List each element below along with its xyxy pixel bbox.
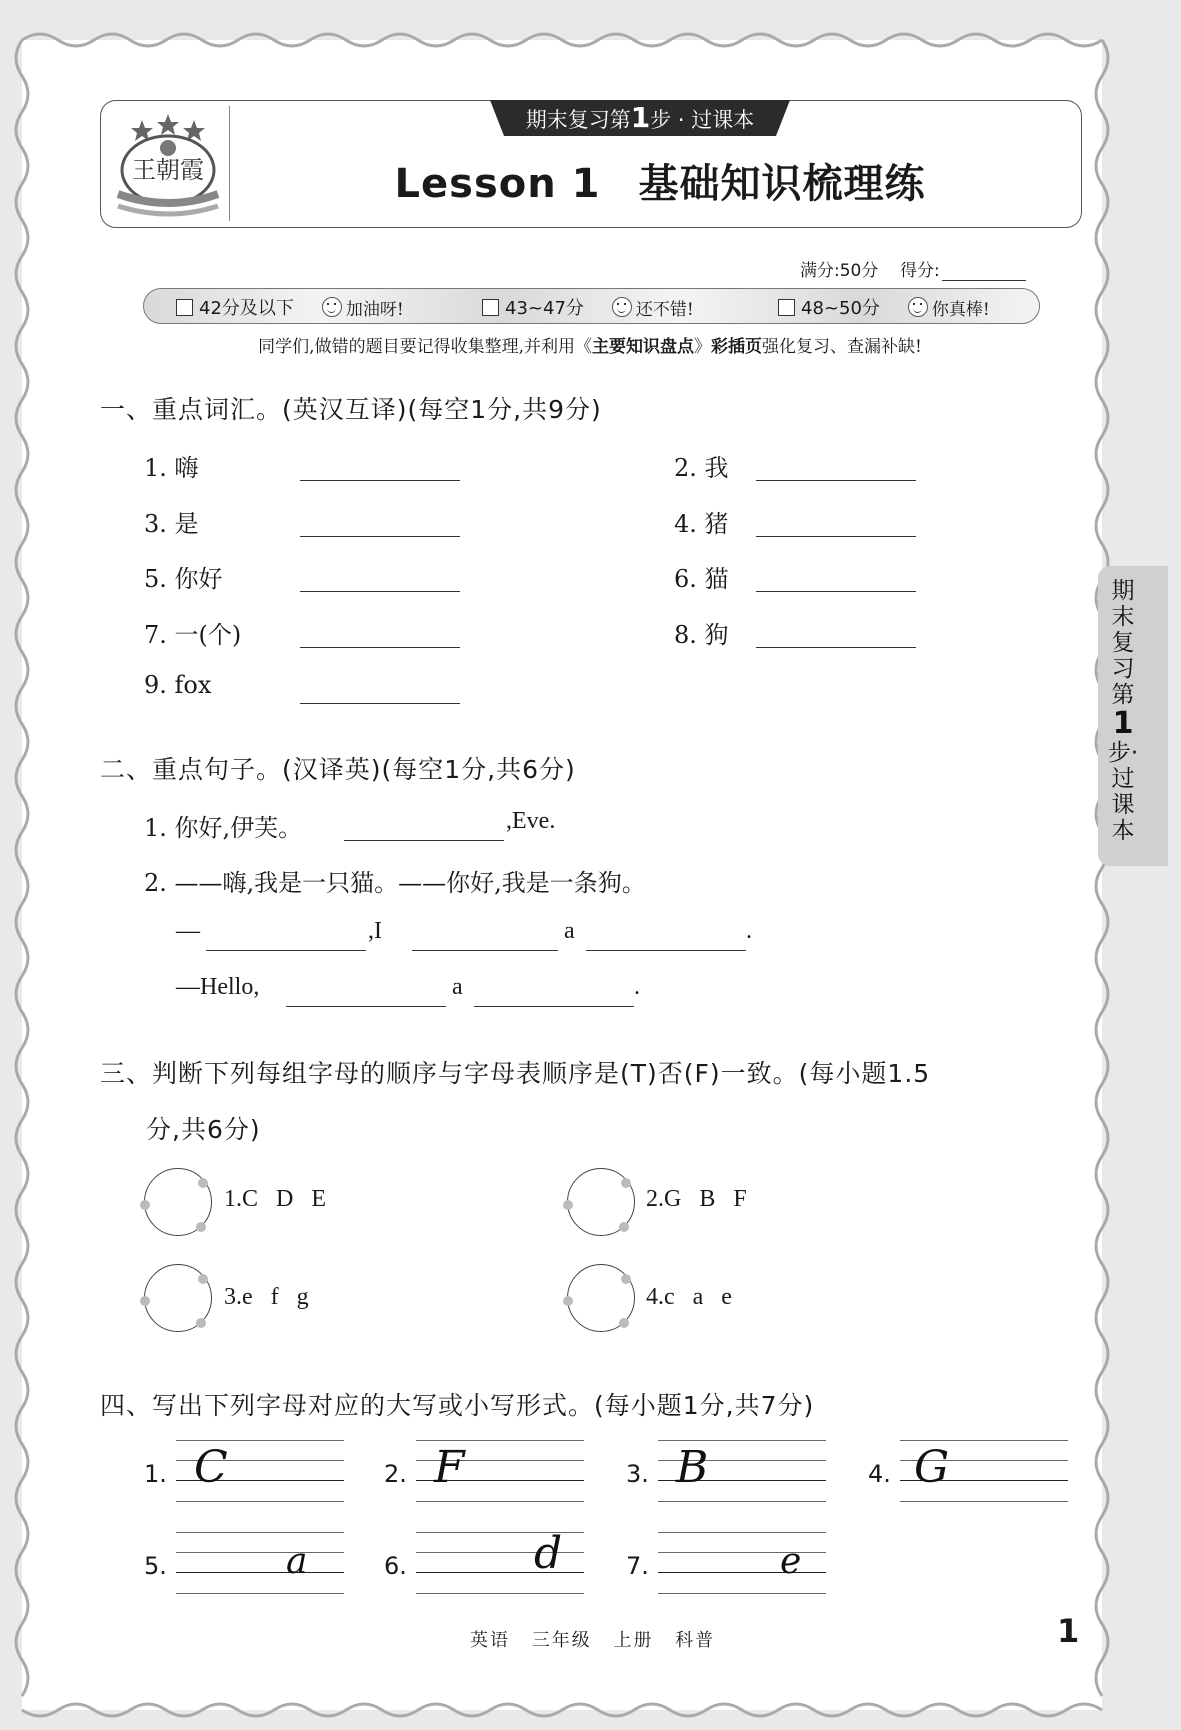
sentence-2-line2-end: . bbox=[634, 974, 640, 1000]
smiley-face-icon bbox=[908, 297, 928, 317]
vocab-item-8: 8. 狗 bbox=[674, 621, 729, 649]
ribbon-label bbox=[490, 100, 790, 136]
section-3-title-line1: 三、判断下列每组字母的顺序与字母表顺序是(T)否(F)一致。(每小题1.5 bbox=[100, 1059, 931, 1088]
title-sub: 基础知识梳理练 bbox=[638, 161, 926, 207]
section-3-title-line2: 分,共6分) bbox=[146, 1115, 261, 1144]
order-item-1-num: 1. bbox=[224, 1186, 242, 1212]
writing-lines-5[interactable] bbox=[176, 1532, 344, 1594]
sentence-2-blank-4[interactable] bbox=[286, 1006, 446, 1007]
circle-decoration bbox=[198, 1274, 208, 1284]
level-3 bbox=[778, 294, 990, 320]
ribbon-num: 1 bbox=[630, 101, 651, 134]
level-3-msg: 你真棒! bbox=[931, 299, 990, 320]
circle-decoration bbox=[619, 1318, 629, 1328]
circle-decoration bbox=[198, 1178, 208, 1188]
sentence-2-prompt: 2. ——嗨,我是一只猫。——你好,我是一条狗。 bbox=[144, 869, 646, 897]
sentence-2-blank-3[interactable] bbox=[586, 950, 746, 951]
ribbon-pre: 期末复习第 bbox=[525, 108, 631, 132]
order-item-2-letters: G B F bbox=[664, 1186, 747, 1212]
section-4-title: 四、写出下列字母对应的大写或小写形式。(每小题1分,共7分) bbox=[100, 1391, 815, 1420]
circle-decoration bbox=[621, 1274, 631, 1284]
vocab-item-3: 3. 是 bbox=[144, 510, 199, 538]
page-number: 1 bbox=[1057, 1612, 1080, 1650]
level-2-checkbox[interactable] bbox=[482, 299, 499, 316]
level-2-msg: 还不错! bbox=[635, 299, 694, 320]
sentence-2-line1-i: ,I bbox=[368, 918, 382, 944]
level-1-checkbox[interactable] bbox=[176, 299, 193, 316]
vocab-blank-9[interactable] bbox=[300, 703, 460, 704]
level-1-range: 42分及以下 bbox=[199, 298, 294, 319]
vocab-item-4: 4. 猪 bbox=[674, 510, 729, 538]
letter-item-6-given: d bbox=[534, 1528, 563, 1579]
letter-item-1-given: C bbox=[194, 1442, 228, 1493]
level-2 bbox=[482, 294, 694, 320]
level-3-checkbox[interactable] bbox=[778, 299, 795, 316]
circle-decoration bbox=[140, 1200, 150, 1210]
sentence-2-line1-end: . bbox=[746, 918, 752, 944]
vocab-blank-3[interactable] bbox=[300, 536, 460, 537]
letter-item-4-given: G bbox=[914, 1442, 950, 1493]
order-item-2 bbox=[646, 1186, 747, 1213]
sentence-2-line1-a: a bbox=[564, 918, 575, 944]
letter-item-3-num: 3. bbox=[626, 1460, 649, 1488]
sentence-2-blank-1[interactable] bbox=[206, 950, 366, 951]
level-3-range: 48~50分 bbox=[801, 298, 880, 319]
footer-text: 英语 三年级 上册 科普 bbox=[470, 1630, 716, 1651]
side-tab-post: 步·过课本 bbox=[1107, 740, 1139, 844]
circle-decoration bbox=[563, 1296, 573, 1306]
notice-bold2: 彩插页 bbox=[710, 337, 762, 357]
page-title bbox=[300, 152, 1020, 209]
sentence-2-blank-2[interactable] bbox=[412, 950, 558, 951]
notice-post: 强化复习、查漏补缺! bbox=[761, 337, 922, 357]
vocab-blank-8[interactable] bbox=[756, 647, 916, 648]
vocab-item-9: 9. fox bbox=[144, 671, 212, 699]
order-item-3-letters: e f g bbox=[242, 1284, 309, 1310]
level-1-msg: 加油呀! bbox=[345, 299, 404, 320]
sentence-1-end: ,Eve. bbox=[506, 808, 556, 834]
got-score-label: 得分: bbox=[899, 261, 940, 281]
sentence-2-blank-5[interactable] bbox=[474, 1006, 634, 1007]
vocab-item-5: 5. 你好 bbox=[144, 565, 223, 593]
circle-decoration bbox=[196, 1318, 206, 1328]
notice-mid: 》 bbox=[693, 337, 711, 357]
order-item-1 bbox=[224, 1186, 326, 1213]
order-item-4-letters: c a e bbox=[664, 1284, 732, 1310]
section-2-title: 二、重点句子。(汉译英)(每空1分,共6分) bbox=[100, 755, 576, 784]
notice-text bbox=[140, 332, 1040, 357]
notice-pre: 同学们,做错的题目要记得收集整理,并利用《 bbox=[258, 337, 592, 357]
vocab-blank-4[interactable] bbox=[756, 536, 916, 537]
letter-item-7-num: 7. bbox=[626, 1552, 649, 1580]
score-area bbox=[800, 256, 1026, 281]
circle-decoration bbox=[563, 1200, 573, 1210]
side-tab-num: 1 bbox=[1112, 706, 1134, 741]
letter-item-3-given: B bbox=[676, 1442, 709, 1493]
vocab-blank-7[interactable] bbox=[300, 647, 460, 648]
notice-bold1: 主要知识盘点 bbox=[591, 337, 694, 357]
vocab-item-1: 1. 嗨 bbox=[144, 454, 199, 482]
side-tab-pre: 期末复习第 bbox=[1111, 578, 1135, 708]
vocab-item-2: 2. 我 bbox=[674, 454, 729, 482]
circle-decoration bbox=[196, 1222, 206, 1232]
circle-decoration bbox=[621, 1178, 631, 1188]
vocab-blank-5[interactable] bbox=[300, 591, 460, 592]
order-item-3-num: 3. bbox=[224, 1284, 242, 1310]
circle-decoration bbox=[619, 1222, 629, 1232]
smiley-face-icon bbox=[612, 297, 632, 317]
sentence-1-blank[interactable] bbox=[344, 840, 504, 841]
circle-decoration bbox=[140, 1296, 150, 1306]
letter-item-6-num: 6. bbox=[384, 1552, 407, 1580]
order-item-3 bbox=[224, 1284, 309, 1311]
vocab-blank-1[interactable] bbox=[300, 480, 460, 481]
sentence-2-line2-a: a bbox=[452, 974, 463, 1000]
order-item-4 bbox=[646, 1284, 732, 1311]
header-divider bbox=[229, 106, 230, 221]
level-1 bbox=[176, 294, 404, 320]
level-2-range: 43~47分 bbox=[505, 298, 584, 319]
vocab-item-6: 6. 猫 bbox=[674, 565, 729, 593]
brand-logo bbox=[112, 108, 224, 220]
vocab-item-7: 7. 一(个) bbox=[144, 621, 242, 649]
title-lesson: Lesson 1 bbox=[394, 161, 601, 207]
letter-item-5-given: a bbox=[286, 1541, 308, 1582]
full-score: 满分:50分 bbox=[800, 261, 879, 281]
letter-item-1-num: 1. bbox=[144, 1460, 167, 1488]
side-tab-label bbox=[1106, 578, 1140, 844]
sentence-2-line1-dash: — bbox=[176, 918, 200, 944]
order-item-1-letters: C D E bbox=[242, 1186, 326, 1212]
order-item-2-num: 2. bbox=[646, 1186, 664, 1212]
sentence-2-line2-pre: —Hello, bbox=[176, 974, 260, 1000]
letter-item-5-num: 5. bbox=[144, 1552, 167, 1580]
letter-item-2-num: 2. bbox=[384, 1460, 407, 1488]
ribbon-post: 步 · 过课本 bbox=[650, 108, 755, 132]
vocab-blank-2[interactable] bbox=[756, 480, 916, 481]
letter-item-4-num: 4. bbox=[868, 1460, 891, 1488]
letter-item-2-given: F bbox=[434, 1442, 465, 1493]
vocab-blank-6[interactable] bbox=[756, 591, 916, 592]
order-item-4-num: 4. bbox=[646, 1284, 664, 1310]
sentence-1-prompt: 1. 你好,伊芙。 bbox=[144, 814, 303, 842]
section-1-title: 一、重点词汇。(英汉互译)(每空1分,共9分) bbox=[100, 395, 602, 424]
got-score-field[interactable] bbox=[942, 264, 1026, 281]
svg-text:王朝霞: 王朝霞 bbox=[132, 156, 204, 184]
smiley-face-icon bbox=[322, 297, 342, 317]
letter-item-7-given: e bbox=[780, 1541, 802, 1582]
